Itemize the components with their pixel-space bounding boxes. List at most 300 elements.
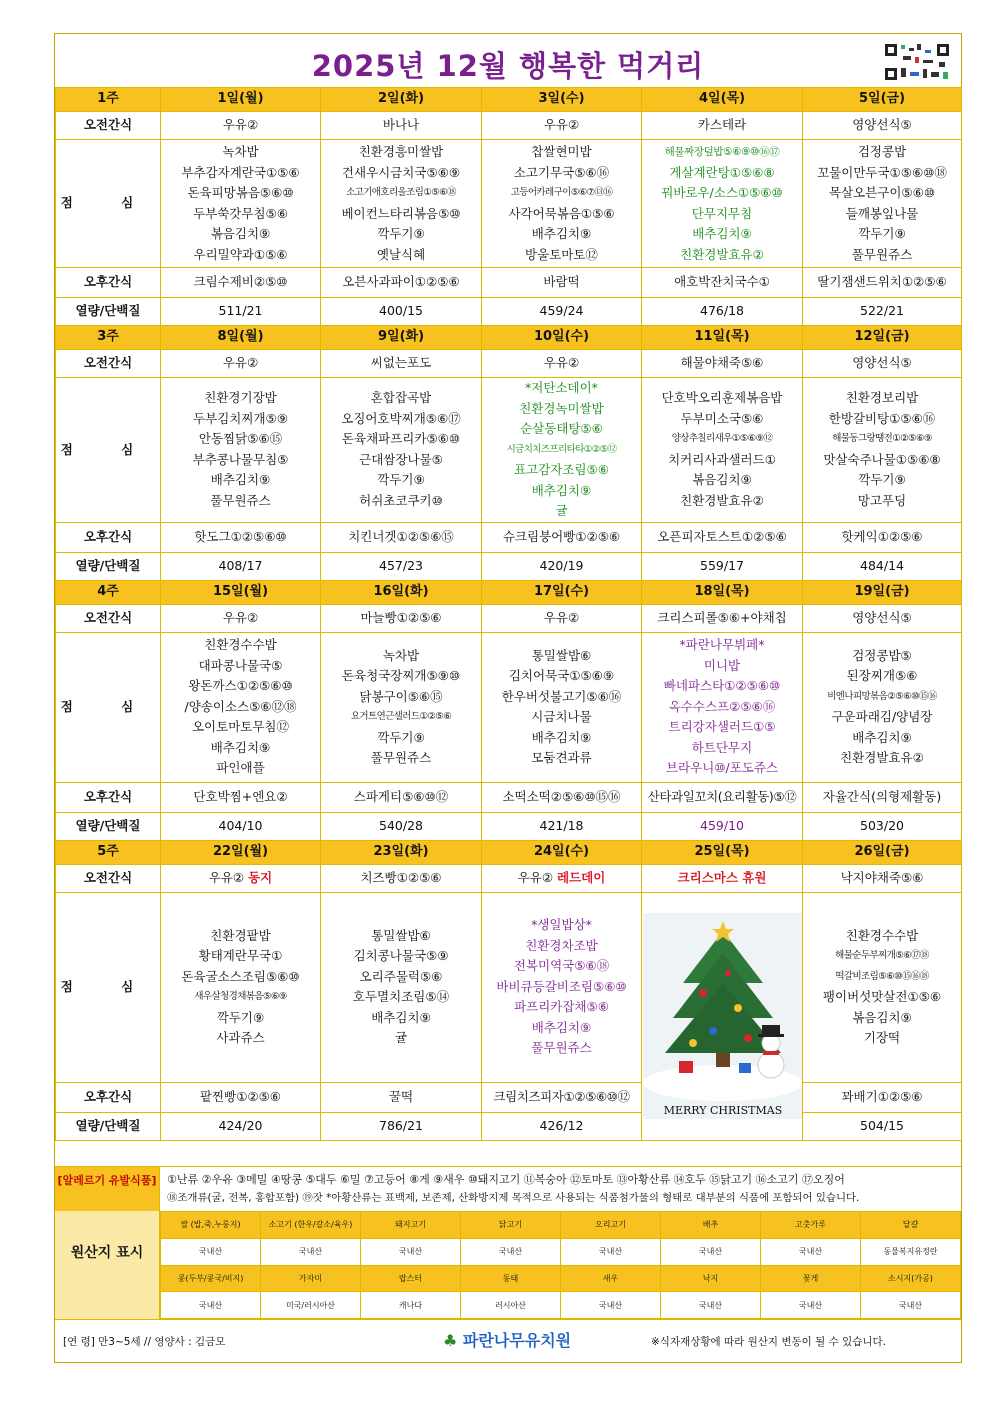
nutrition-row (56, 1112, 962, 1140)
lunch-cell (161, 632, 321, 782)
lunch-menu-item: 배추김치⑨ (531, 729, 592, 745)
special-day-note: 동지 (248, 869, 273, 885)
nutrition-cell: 421/18 (482, 812, 642, 840)
lunch-menu-item: 녹차밥 (382, 647, 420, 663)
morning-snack-item: 우유② (543, 117, 580, 133)
lunch-menu-item: 돈육청국장찌개⑤⑨⑩ (341, 668, 461, 683)
lunch-menu-item: 깍두기⑨ (858, 472, 906, 488)
lunch-menu-item: *저탄소데이* (525, 380, 598, 395)
menu-sheet (54, 33, 962, 1363)
lunch-menu-item: 친환경차조밥 (525, 937, 598, 953)
lunch-menu-item: 소고기애호리올조림①⑤⑥⑱ (346, 187, 456, 198)
morning-snack-row (56, 350, 962, 378)
morning-snack-cell (161, 350, 321, 378)
lunch-menu-item: 검정콩밥⑤ (852, 647, 912, 663)
lunch-menu-item: 한방갈비탕①⑤⑥⑯ (828, 410, 936, 426)
lunch-menu-item: 게살계란탕①⑤⑥⑧ (669, 164, 775, 180)
lunch-menu-item: 옥수수스프②⑤⑥⑯ (668, 698, 776, 714)
lunch-menu-item: 시금치나물 (531, 709, 592, 724)
lunch-menu-item: 풀무원쥬스 (531, 1040, 592, 1056)
row-label: 오후간식 (56, 522, 161, 552)
lunch-menu-item: 베이컨느타리볶음⑤⑩ (341, 205, 461, 221)
lunch-menu-item: 깍두기⑨ (216, 1009, 265, 1025)
lunch-menu-item: 녹차밥 (222, 144, 259, 159)
lunch-menu-item: 해물순두부찌개⑤⑥⑰⑱ (835, 950, 929, 961)
lunch-menu-item: 우리밀약과①⑤⑥ (193, 246, 288, 262)
kindergarten-logo (443, 1328, 571, 1351)
day-header: 3일(수) (482, 88, 642, 112)
lunch-menu-item: 배추김치⑨ (531, 1019, 592, 1035)
lunch-menu-item: 사과쥬스 (216, 1030, 265, 1045)
origin-item: 새우 (561, 1265, 661, 1292)
afternoon-snack-cell: 팥찐빵①②⑤⑥ (161, 1082, 321, 1112)
row-label: 열량/단백질 (56, 812, 161, 840)
lunch-row (56, 378, 962, 523)
lunch-menu-item: 새우살청경채볶음⑤⑥⑨ (194, 991, 287, 1002)
lunch-menu-item: 왕돈까스①②⑤⑥⑩ (188, 678, 293, 694)
logo-text: 파란나무유치원 (462, 1331, 572, 1350)
lunch-menu-item: 두부김치찌개⑤⑨ (193, 410, 288, 426)
allergy-label: [알레르기 유발식품] (55, 1167, 160, 1212)
day-header: 23일(화) (321, 840, 482, 864)
morning-snack-cell (642, 604, 803, 632)
lunch-menu-item: 오리주물럭⑤⑥ (359, 968, 443, 984)
week-header-row (56, 840, 962, 864)
day-header: 17일(수) (482, 580, 642, 604)
lunch-menu-item: 단무지무침 (691, 205, 753, 221)
week-header-row (56, 580, 962, 604)
lunch-menu-item: 돈육채파프리카⑤⑥⑩ (341, 431, 461, 447)
lunch-menu-item: 순살동태탕⑤⑥ (520, 421, 603, 436)
row-label: 오후간식 (56, 1082, 161, 1112)
lunch-menu-item: 옛날식혜 (376, 246, 426, 262)
day-header: 4일(목) (642, 88, 803, 112)
lunch-menu-item: 망고푸딩 (857, 492, 907, 508)
afternoon-snack-cell: 애호박잔치국수① (642, 268, 803, 298)
nutrition-cell: 457/23 (321, 552, 482, 580)
allergy-line-2: ⑱조개류(굴, 전복, 홍합포함) ⑲잣 *아황산류는 표백제, 보존제, 산화방지제 목적으로 사용되는 식품첨가물의 형태로 대부분의 식품에 포함되어 있습니다. (167, 1192, 860, 1204)
origin-country: 국내산 (661, 1292, 761, 1319)
lunch-menu-item: 배추김치⑨ (531, 226, 592, 241)
lunch-menu-item: 오징어호박찌개⑤⑥⑰ (341, 410, 461, 426)
afternoon-snack-cell: 자율간식(의형제활동) (803, 782, 962, 812)
origin-row (161, 1212, 961, 1239)
lunch-menu-item: 귤 (555, 503, 568, 518)
week-label: 1주 (56, 88, 161, 112)
lunch-menu-item: 떡갈비조림⑤⑥⑩⑮⑯⑱ (835, 970, 929, 982)
footer (55, 1319, 961, 1363)
morning-snack-cell (642, 864, 803, 892)
morning-snack-cell (321, 350, 482, 378)
week-header-row (56, 88, 962, 112)
day-header: 10일(수) (482, 326, 642, 350)
origin-section (55, 1211, 961, 1319)
lunch-menu-item: 볶음김치⑨ (852, 1009, 912, 1025)
day-header: 24일(수) (482, 840, 642, 864)
day-header: 1일(월) (161, 88, 321, 112)
nutrition-cell: 459/24 (482, 298, 642, 326)
row-label: 점 심 (56, 140, 161, 268)
afternoon-snack-cell: 오븐사과파이①②⑤⑥ (321, 268, 482, 298)
lunch-menu-item: 파프리카잡채⑤⑥ (514, 999, 609, 1015)
origin-row (161, 1265, 961, 1292)
lunch-menu-item: 풀무원쥬스 (370, 750, 432, 765)
lunch-menu-item: 파인애플 (216, 760, 265, 776)
origin-table (160, 1211, 961, 1319)
nutrition-cell: 540/28 (321, 812, 482, 840)
lunch-menu-item: 귤 (394, 1030, 408, 1045)
lunch-row (56, 892, 962, 1082)
afternoon-snack-cell: 꿀떡 (321, 1082, 482, 1112)
morning-snack-item: 크리스피롤⑤⑥+야채칩 (657, 609, 787, 625)
afternoon-snack-cell: 핫케익①②⑤⑥ (803, 522, 962, 552)
allergy-line-1: ①난류 ②우유 ③메밀 ④땅콩 ⑤대두 ⑥밀 ⑦고등어 ⑧게 ⑨새우 ⑩돼지고기 ⑪복숭아 ⑫토마토 ⑬아황산류 ⑭호두 ⑮닭고기 ⑯소고기 ⑰오징어 (167, 1173, 845, 1186)
allergy-section (55, 1166, 961, 1213)
afternoon-snack-cell: 소떡소떡②⑤⑥⑩⑮⑯ (482, 782, 642, 812)
origin-country: 국내산 (561, 1238, 661, 1265)
lunch-cell (482, 140, 642, 268)
nutrition-row (56, 552, 962, 580)
title-bar (55, 34, 961, 88)
nutrition-cell: 484/14 (803, 552, 962, 580)
morning-snack-item: 크리스마스 휴원 (677, 869, 767, 885)
day-header: 2일(화) (321, 88, 482, 112)
christmas-image (643, 913, 803, 1103)
morning-snack-item: 우유② (543, 609, 580, 625)
tree-icon: ♣ (443, 1331, 458, 1350)
lunch-menu-item: 한우버섯불고기⑤⑥⑯ (501, 688, 622, 704)
morning-snack-item: 영양선식⑤ (852, 117, 912, 133)
origin-country: 국내산 (461, 1238, 561, 1265)
row-label: 점 심 (56, 632, 161, 782)
afternoon-snack-cell: 산타과일꼬치(요리활동)⑤⑫ (642, 782, 803, 812)
nutrition-row (56, 298, 962, 326)
lunch-menu-item: 해물짜장덮밥⑤⑥⑨⑩⑯⑰ (664, 146, 780, 158)
lunch-menu-item: 빠네파스타①②⑤⑥⑩ (663, 678, 781, 694)
lunch-menu-item: 시금치치즈프리타타①②⑤⑫ (506, 443, 617, 455)
day-header: 26일(금) (803, 840, 962, 864)
nutrition-cell: 476/18 (642, 298, 803, 326)
lunch-cell (321, 632, 482, 782)
lunch-menu-item: 전복미역국⑤⑥⑱ (513, 958, 610, 974)
lunch-menu-item: 친환경흥미쌀밥 (358, 144, 444, 159)
lunch-menu-item: 통밀쌀밥⑥ (371, 927, 431, 943)
nutrition-cell: 404/10 (161, 812, 321, 840)
lunch-menu-item: 닭봉구이⑤⑥⑮ (359, 688, 443, 704)
lunch-menu-item: 검정콩밥 (857, 144, 907, 159)
day-header: 15일(월) (161, 580, 321, 604)
lunch-menu-item: 김치어묵국①⑤⑥⑨ (508, 668, 615, 683)
lunch-cell (482, 632, 642, 782)
morning-snack-item: 우유② (517, 869, 554, 885)
origin-row (161, 1292, 961, 1319)
lunch-row (56, 140, 962, 268)
nutrition-row (56, 812, 962, 840)
day-header: 25일(목) (642, 840, 803, 864)
row-label: 오전간식 (56, 350, 161, 378)
row-label: 열량/단백질 (56, 552, 161, 580)
origin-country: 러시아산 (461, 1292, 561, 1319)
lunch-menu-item: 구운파래김/양념장 (831, 709, 933, 724)
week-label: 3주 (56, 326, 161, 350)
lunch-menu-item: 요거트연근샐러드①②⑤⑥ (350, 711, 452, 722)
lunch-cell (161, 892, 321, 1082)
lunch-menu-item: 오이토마토무침⑫ (191, 719, 290, 735)
origin-item: 쌀 (밥,죽,누룽지) (161, 1212, 261, 1239)
menu-table (55, 87, 962, 1141)
lunch-menu-item: 두부쑥갓무침⑤⑥ (193, 205, 288, 221)
lunch-menu-item: 꼬물이만두국①⑤⑥⑩⑱ (817, 164, 947, 180)
morning-snack-cell (161, 112, 321, 140)
morning-snack-item: 영양선식⑤ (852, 609, 912, 625)
origin-row (161, 1238, 961, 1265)
lunch-menu-item: 볶음김치⑨ (692, 472, 752, 488)
origin-item: 소시지(가공) (861, 1265, 961, 1292)
lunch-menu-item: 배추김치⑨ (692, 226, 752, 241)
origin-country: 국내산 (161, 1292, 261, 1319)
lunch-menu-item: 부추콩나물무침⑤ (192, 451, 289, 467)
lunch-menu-item: 배추김치⑨ (210, 472, 271, 488)
morning-snack-item: 낙지야채죽⑤⑥ (840, 869, 924, 885)
row-label: 점 심 (56, 892, 161, 1082)
lunch-menu-item: 트리강자샐러드①⑤ (668, 719, 776, 735)
origin-item: 꽃게 (761, 1265, 861, 1292)
origin-country: 캐나다 (361, 1292, 461, 1319)
lunch-menu-item: 통밀쌀밥⑥ (531, 647, 592, 663)
lunch-menu-item: 목살오븐구이⑤⑥⑩ (828, 185, 936, 200)
afternoon-snack-row (56, 268, 962, 298)
morning-snack-cell (321, 112, 482, 140)
lunch-menu-item: 하트단무지 (691, 739, 753, 755)
origin-country: 동물복지유정란 (861, 1238, 961, 1265)
nutrition-cell: 408/17 (161, 552, 321, 580)
nutrition-cell: 559/17 (642, 552, 803, 580)
row-label: 오전간식 (56, 864, 161, 892)
qr-code-icon (883, 42, 951, 82)
origin-country: 국내산 (261, 1238, 361, 1265)
morning-snack-cell (803, 112, 962, 140)
morning-snack-row (56, 864, 962, 892)
afternoon-snack-cell: 핫도그①②⑤⑥⑩ (161, 522, 321, 552)
footer-age-dietitian: [연 령] 만3~5세 // 영양사 : 김금모 (63, 1336, 226, 1348)
lunch-menu-item: 단호박오리훈제볶음밥 (661, 390, 783, 406)
lunch-menu-item: 들깨봉잎나물 (845, 205, 919, 221)
lunch-menu-item: 풀무원쥬스 (210, 492, 271, 508)
lunch-menu-item: 양상추칠리새우①⑤⑥⑨⑫ (671, 433, 773, 445)
lunch-menu-item: 친환경팥밥 (210, 927, 271, 943)
afternoon-snack-cell: 크림치즈피자①②⑤⑥⑩⑫ (482, 1082, 642, 1112)
origin-item: 콩(두부/콩국/비지) (161, 1265, 261, 1292)
row-label: 오후간식 (56, 782, 161, 812)
morning-snack-cell (642, 350, 803, 378)
day-header: 19일(금) (803, 580, 962, 604)
afternoon-snack-cell: 오픈피자토스트①②⑤⑥ (642, 522, 803, 552)
morning-snack-cell (482, 604, 642, 632)
afternoon-snack-cell: 슈크림붕어빵①②⑤⑥ (482, 522, 642, 552)
morning-snack-item: 씨없는포도 (370, 355, 432, 371)
lunch-menu-item: 방울토마토⑫ (525, 246, 598, 262)
lunch-cell (482, 378, 642, 523)
origin-item: 돼지고기 (361, 1212, 461, 1239)
lunch-menu-item: *파란나무뷔페* (679, 637, 765, 653)
nutrition-cell: 420/19 (482, 552, 642, 580)
lunch-cell (161, 140, 321, 268)
lunch-menu-item: 기장떡 (863, 1030, 901, 1045)
lunch-menu-item: 미니밥 (703, 657, 741, 673)
lunch-menu-item: 깍두기⑨ (377, 729, 425, 745)
origin-country: 국내산 (661, 1238, 761, 1265)
morning-snack-cell (321, 864, 482, 892)
origin-item: 오리고기 (561, 1212, 661, 1239)
lunch-menu-item: 친환경기장밥 (204, 390, 277, 406)
morning-snack-item: 바나나 (382, 117, 420, 133)
origin-item: 배추 (661, 1212, 761, 1239)
lunch-menu-item: 고등어카레구이⑤⑥⑦⑬⑯ (510, 187, 613, 198)
merry-christmas-text: MERRY CHRISTMAS (643, 1103, 803, 1119)
lunch-menu-item: 해물동그랑땡전①②⑤⑥⑨ (832, 433, 932, 445)
lunch-menu-item: 친환경발효유② (840, 750, 924, 765)
morning-snack-cell (803, 604, 962, 632)
afternoon-snack-cell: 치킨너겟①②⑤⑥⑮ (321, 522, 482, 552)
lunch-cell (482, 892, 642, 1082)
lunch-menu-item: 된장찌개⑤⑥ (846, 668, 918, 683)
morning-snack-cell (803, 864, 962, 892)
day-header: 8일(월) (161, 326, 321, 350)
lunch-menu-item: 배추김치⑨ (371, 1009, 431, 1025)
lunch-menu-item: 볶음김치⑨ (210, 226, 271, 241)
nutrition-cell: 424/20 (161, 1112, 321, 1140)
origin-country: 국내산 (561, 1292, 661, 1319)
morning-snack-item: 우유② (222, 355, 259, 371)
lunch-menu-item: 김치콩나물국⑤⑨ (353, 948, 449, 963)
morning-snack-cell (161, 864, 321, 892)
morning-snack-cell (161, 604, 321, 632)
morning-snack-item: 치즈빵①②⑤⑥ (360, 869, 442, 885)
afternoon-snack-cell: 바람떡 (482, 268, 642, 298)
morning-snack-item: 카스테라 (697, 117, 747, 133)
afternoon-snack-cell: 크림수제비②⑤⑩ (161, 268, 321, 298)
origin-item: 달걀 (861, 1212, 961, 1239)
lunch-menu-item: 꿔바로우/소스①⑤⑥⑩ (661, 185, 783, 200)
morning-snack-item: 우유② (543, 355, 580, 371)
morning-snack-cell (803, 350, 962, 378)
origin-item: 닭고기 (461, 1212, 561, 1239)
lunch-menu-item: 돈육굴소스조림⑤⑥⑩ (181, 968, 300, 984)
lunch-menu-item: 근대쌈장나물⑤ (359, 451, 443, 467)
morning-snack-item: 우유② (208, 869, 245, 885)
nutrition-cell: 459/10 (642, 812, 803, 840)
afternoon-snack-row (56, 1082, 962, 1112)
origin-country: 국내산 (161, 1238, 261, 1265)
lunch-menu-item: 풀무원쥬스 (851, 246, 913, 262)
lunch-menu-item: /양송이소스⑤⑥⑫⑱ (184, 698, 297, 714)
lunch-menu-item: 안동찜닭⑤⑥⑮ (198, 431, 283, 447)
afternoon-snack-cell: 스파게티⑤⑥⑩⑫ (321, 782, 482, 812)
lunch-cell (321, 892, 482, 1082)
morning-snack-item: 우유② (222, 609, 259, 625)
nutrition-cell: 504/15 (803, 1112, 962, 1140)
nutrition-cell: 522/21 (803, 298, 962, 326)
lunch-menu-item: *생일밥상* (531, 917, 592, 933)
origin-item: 소고기 (한우/갈소/육우) (261, 1212, 361, 1239)
morning-snack-cell (321, 604, 482, 632)
christmas-tree-icon (643, 913, 803, 1103)
origin-item: 가자미 (261, 1265, 361, 1292)
morning-snack-cell (482, 864, 642, 892)
lunch-menu-item: 돈육피망볶음⑤⑥⑩ (187, 185, 294, 200)
lunch-menu-item: 혼합잡곡밥 (370, 390, 432, 406)
origin-country: 미국/러시아산 (261, 1292, 361, 1319)
lunch-menu-item: 치커리사과샐러드① (668, 451, 776, 467)
afternoon-snack-row (56, 782, 962, 812)
morning-snack-cell (482, 350, 642, 378)
day-header: 9일(화) (321, 326, 482, 350)
afternoon-snack-cell: 단호박찜+엔요② (161, 782, 321, 812)
lunch-menu-item: 깍두기⑨ (858, 226, 906, 241)
origin-country: 국내산 (361, 1238, 461, 1265)
lunch-menu-item: 친환경녹미쌀밥 (519, 400, 604, 416)
footer-note: ※식자재상황에 따라 원산지 변동이 될 수 있습니다. (651, 1336, 887, 1348)
lunch-cell (642, 892, 803, 1140)
morning-snack-item: 우유② (222, 117, 259, 133)
lunch-menu-item: 친환경발효유② (680, 246, 764, 262)
morning-snack-row (56, 604, 962, 632)
afternoon-snack-row (56, 522, 962, 552)
page-title: 2025년 12월 행복한 먹거리 (311, 49, 705, 83)
lunch-menu-item: 대파콩나물국⑤ (198, 657, 283, 673)
lunch-cell (803, 632, 962, 782)
morning-snack-cell (642, 112, 803, 140)
origin-item: 동태 (461, 1265, 561, 1292)
lunch-menu-item: 배추김치⑨ (210, 739, 271, 755)
lunch-cell (642, 140, 803, 268)
lunch-menu-item: 맛살숙주나물①⑤⑥⑧ (823, 451, 941, 467)
nutrition-cell: 786/21 (321, 1112, 482, 1140)
row-label: 열량/단백질 (56, 298, 161, 326)
day-header: 16일(화) (321, 580, 482, 604)
lunch-menu-item: 브라우니⑩/포도쥬스 (665, 760, 779, 776)
lunch-menu-item: 사각어묵볶음①⑤⑥ (508, 205, 615, 221)
lunch-menu-item: 비엔나피망볶음②⑤⑥⑩⑮⑯ (827, 690, 937, 702)
lunch-menu-item: 깍두기⑨ (377, 472, 425, 488)
lunch-menu-item: 깍두기⑨ (377, 226, 425, 241)
row-label: 오전간식 (56, 604, 161, 632)
day-header: 18일(목) (642, 580, 803, 604)
lunch-menu-item: 표고감자조림⑤⑥ (514, 462, 609, 477)
lunch-menu-item: 호두멸치조림⑤⑭ (352, 989, 450, 1004)
nutrition-cell: 400/15 (321, 298, 482, 326)
origin-item: 고춧가루 (761, 1212, 861, 1239)
morning-snack-item: 영양선식⑤ (852, 355, 912, 371)
row-label: 오전간식 (56, 112, 161, 140)
lunch-menu-item: 황태계란무국① (198, 948, 283, 963)
lunch-row (56, 632, 962, 782)
lunch-cell (803, 892, 962, 1082)
row-label: 열량/단백질 (56, 1112, 161, 1140)
morning-snack-item: 마늘빵①②⑤⑥ (360, 609, 442, 625)
lunch-menu-item: 건새우시금치국⑤⑥⑨ (341, 164, 461, 180)
morning-snack-item: 해물야채죽⑤⑥ (680, 355, 764, 371)
lunch-menu-item: 친환경수수밥 (204, 637, 277, 653)
day-header: 22일(월) (161, 840, 321, 864)
lunch-cell (161, 378, 321, 523)
origin-item: 낙지 (661, 1265, 761, 1292)
origin-country: 국내산 (761, 1292, 861, 1319)
allergy-text (167, 1170, 957, 1208)
lunch-menu-item: 바비큐등갈비조림⑤⑥⑩ (496, 978, 627, 994)
lunch-menu-item: 허쉬초코쿠키⑩ (359, 492, 443, 508)
nutrition-cell: 503/20 (803, 812, 962, 840)
